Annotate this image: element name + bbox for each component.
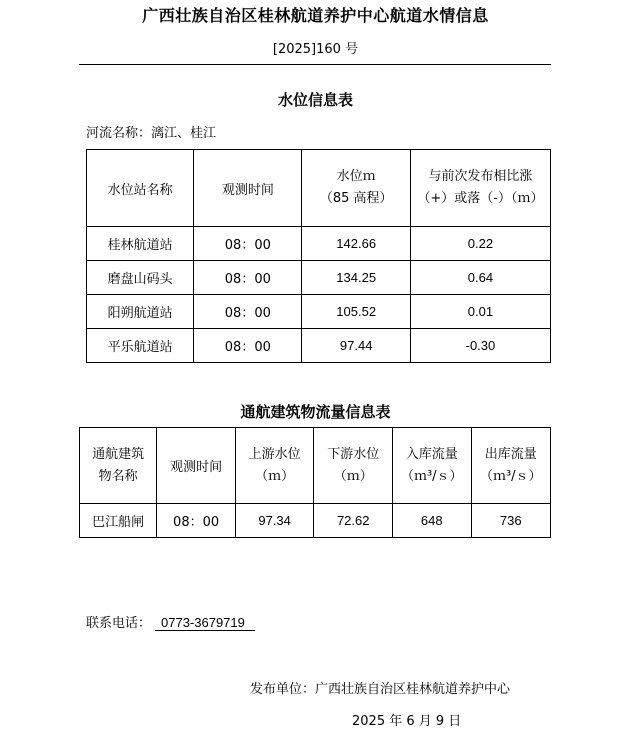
observation-time: 08：00: [194, 295, 302, 329]
header-level-label: 水位ｍ: [336, 169, 376, 184]
phone-number: 0773-3679719: [155, 615, 255, 631]
river-name: 河流名称：漓江、桂江: [86, 126, 217, 141]
table-row: [87, 261, 551, 295]
station-name: 阳朔航道站: [87, 295, 194, 329]
header-change: [410, 150, 550, 227]
header-time: 观测时间: [194, 150, 302, 227]
header-structure-name: [80, 428, 157, 504]
table-row: [87, 295, 551, 329]
contact-line: [86, 612, 255, 631]
water-level: 142.66: [302, 227, 410, 261]
header-inflow: [393, 428, 471, 504]
document-number: [2025]160 号: [272, 42, 359, 57]
table-header-row: [87, 150, 551, 227]
header-outflow: [471, 428, 551, 504]
header-outflow-label: 出库流量: [484, 446, 537, 462]
observation-time: 08：00: [157, 504, 236, 538]
header-divider: [79, 64, 551, 65]
header-station: 水位站名称: [87, 150, 194, 227]
header-structure-name-line1: 通航建筑: [92, 446, 145, 462]
header-change-line1: 与前次发布相比涨: [428, 169, 533, 184]
level-change: 0.01: [410, 295, 550, 329]
header-structure-name-line2: 物名称: [98, 468, 138, 484]
observation-time: 08：00: [194, 261, 302, 295]
table-header-row: [80, 428, 551, 504]
inflow-value: 648: [393, 504, 471, 538]
header-upstream-unit: （ｍ）: [255, 468, 295, 484]
header-level: [302, 150, 410, 227]
water-level-table: [86, 149, 551, 363]
outflow-value: 736: [471, 504, 551, 538]
downstream-level: 72.62: [314, 504, 393, 538]
station-name: 桂林航道站: [87, 227, 194, 261]
contact-label: 联系电话：: [86, 616, 152, 631]
level-change: 0.22: [410, 227, 550, 261]
observation-time: 08：00: [194, 329, 302, 363]
document-title: 广西壮族自治区桂林航道养护中心航道水情信息: [142, 6, 489, 25]
flow-table: [79, 427, 551, 538]
observation-time: 08：00: [194, 227, 302, 261]
table-row: [87, 227, 551, 261]
level-change: -0.30: [410, 329, 550, 363]
header-upstream-label: 上游水位: [248, 446, 301, 462]
water-level: 134.25: [302, 261, 410, 295]
header-downstream: [314, 428, 393, 504]
table-row: [80, 504, 551, 538]
level-change: 0.64: [410, 261, 550, 295]
station-name: 磨盘山码头: [87, 261, 194, 295]
water-level: 97.44: [302, 329, 410, 363]
header-downstream-label: 下游水位: [327, 446, 380, 462]
header-outflow-unit: （ｍ³/ｓ）: [479, 468, 542, 484]
header-upstream: [235, 428, 314, 504]
water-level-table-title: 水位信息表: [277, 91, 353, 109]
table-row: [87, 329, 551, 363]
station-name: 平乐航道站: [87, 329, 194, 363]
flow-table-title: 通航建筑物流量信息表: [240, 403, 391, 421]
header-downstream-unit: （ｍ）: [333, 468, 373, 484]
header-change-line2: （+）或落（-）（ｍ）: [417, 191, 544, 206]
header-inflow-label: 入库流量: [405, 446, 458, 462]
issuer: 发布单位：广西壮族自治区桂林航道养护中心: [250, 682, 511, 697]
water-level: 105.52: [302, 295, 410, 329]
issue-date: 2025 年 6 月 9 日: [352, 714, 462, 729]
header-level-datum: （85 高程）: [319, 191, 393, 206]
structure-name: 巴江船闸: [80, 504, 157, 538]
upstream-level: 97.34: [235, 504, 314, 538]
header-time: 观测时间: [157, 428, 236, 504]
header-inflow-unit: （ｍ³/ｓ）: [400, 468, 463, 484]
